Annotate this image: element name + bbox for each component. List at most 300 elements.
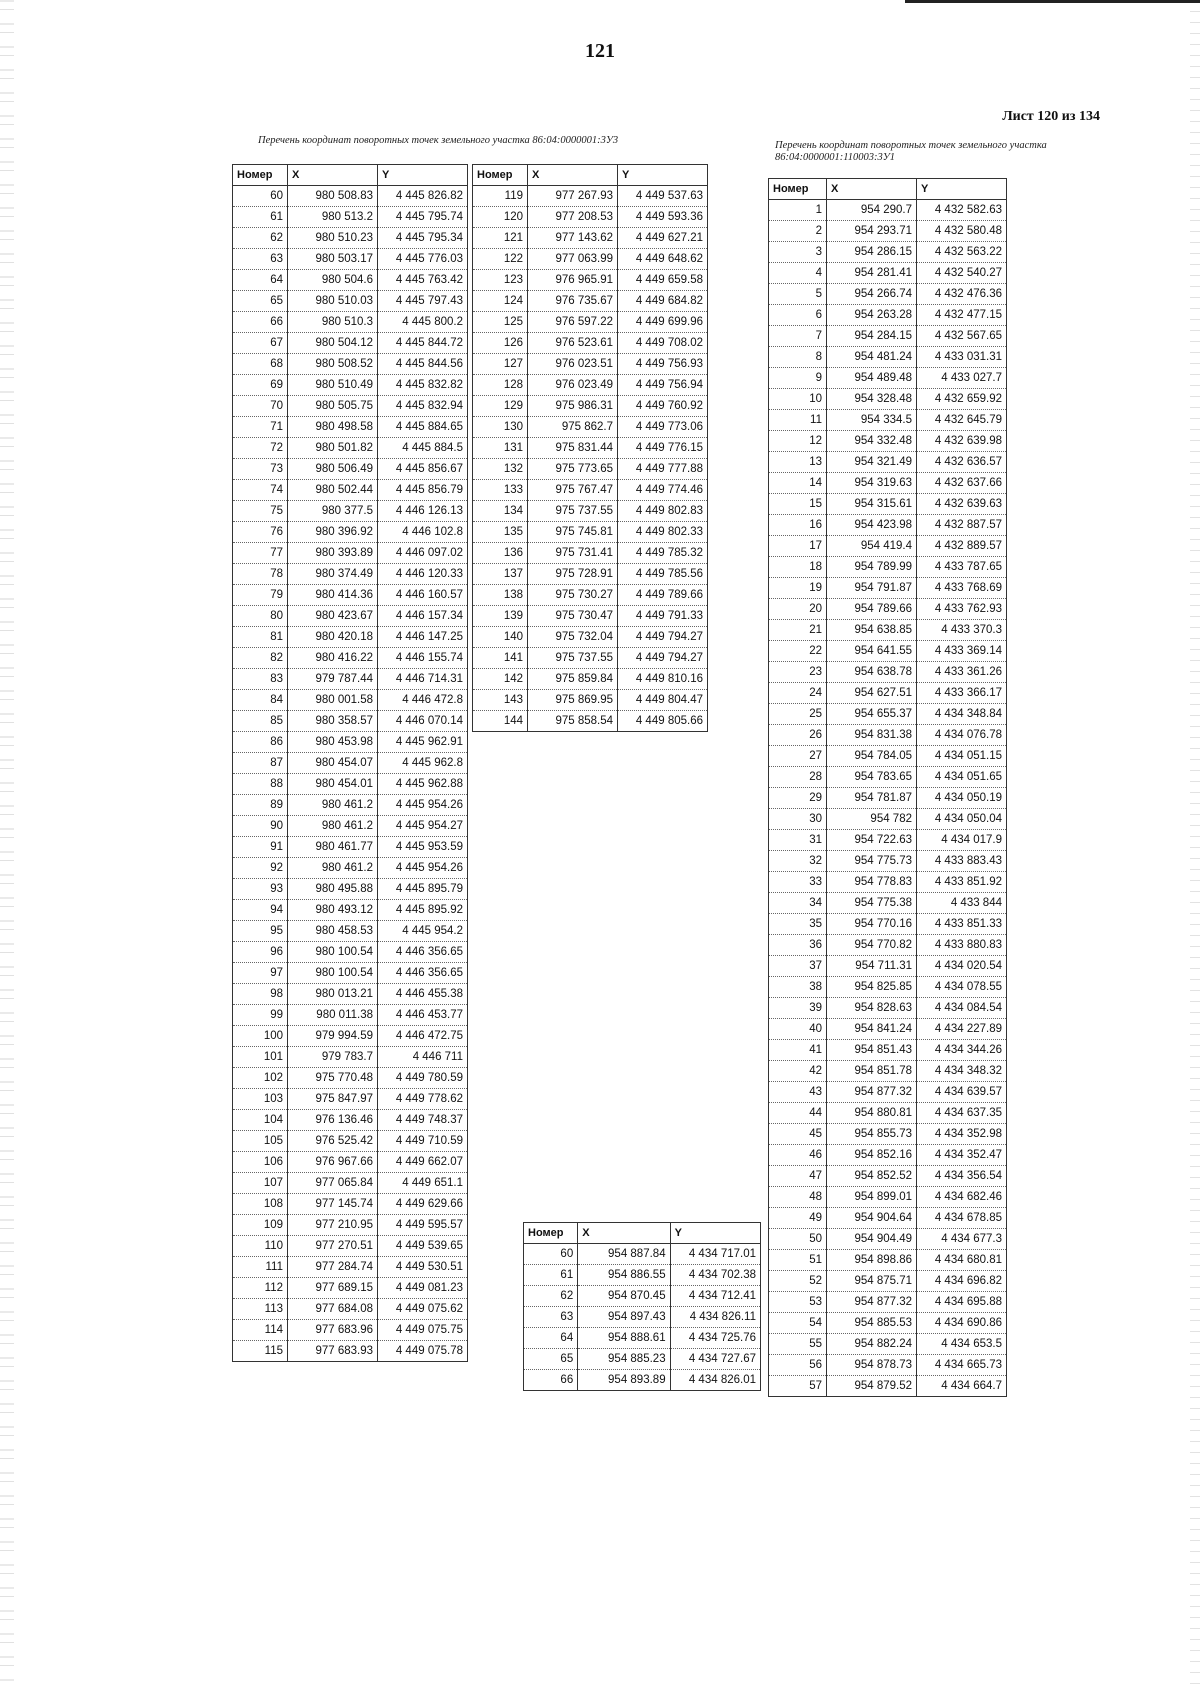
cell-x: 980 416.22 bbox=[288, 648, 378, 669]
cell-y: 4 446 714.31 bbox=[378, 669, 468, 690]
table-row bbox=[233, 333, 468, 354]
cell-num: 102 bbox=[233, 1068, 288, 1089]
table-header-row bbox=[233, 165, 468, 186]
cell-num: 107 bbox=[233, 1173, 288, 1194]
cell-y: 4 446 711 bbox=[378, 1047, 468, 1068]
cell-y: 4 432 639.98 bbox=[917, 431, 1007, 452]
cell-x: 954 885.23 bbox=[578, 1349, 670, 1370]
cell-x: 975 732.04 bbox=[528, 627, 618, 648]
cell-y: 4 449 794.27 bbox=[618, 648, 708, 669]
cell-y: 4 446 472.75 bbox=[378, 1026, 468, 1047]
table-row bbox=[233, 249, 468, 270]
table-row bbox=[769, 578, 1007, 599]
cell-y: 4 449 780.59 bbox=[378, 1068, 468, 1089]
cell-num: 133 bbox=[473, 480, 528, 501]
table-row bbox=[769, 1103, 1007, 1124]
table-row bbox=[473, 522, 708, 543]
cell-y: 4 449 777.88 bbox=[618, 459, 708, 480]
table-row bbox=[473, 312, 708, 333]
table-row bbox=[233, 396, 468, 417]
cell-x: 954 332.48 bbox=[827, 431, 917, 452]
table-row bbox=[769, 746, 1007, 767]
cell-x: 954 638.85 bbox=[827, 620, 917, 641]
cell-num: 87 bbox=[233, 753, 288, 774]
table-row bbox=[233, 1278, 468, 1299]
table-row bbox=[233, 417, 468, 438]
table-row bbox=[769, 893, 1007, 914]
cell-x: 954 784.05 bbox=[827, 746, 917, 767]
header-num: Номер bbox=[769, 179, 827, 200]
cell-x: 954 770.82 bbox=[827, 935, 917, 956]
table-row bbox=[524, 1307, 761, 1328]
table-row bbox=[473, 438, 708, 459]
cell-y: 4 449 810.16 bbox=[618, 669, 708, 690]
cell-y: 4 446 160.57 bbox=[378, 585, 468, 606]
table-row bbox=[233, 186, 468, 207]
cell-y: 4 449 648.62 bbox=[618, 249, 708, 270]
cell-num: 131 bbox=[473, 438, 528, 459]
cell-y: 4 449 802.83 bbox=[618, 501, 708, 522]
cell-y: 4 446 455.38 bbox=[378, 984, 468, 1005]
cell-x: 954 841.24 bbox=[827, 1019, 917, 1040]
table-row bbox=[769, 1376, 1007, 1397]
cell-num: 109 bbox=[233, 1215, 288, 1236]
table-row bbox=[233, 879, 468, 900]
cell-x: 954 328.48 bbox=[827, 389, 917, 410]
cell-x: 976 023.51 bbox=[528, 354, 618, 375]
page-number: 121 bbox=[585, 40, 615, 62]
cell-x: 954 851.43 bbox=[827, 1040, 917, 1061]
cell-x: 980 504.6 bbox=[288, 270, 378, 291]
header-x: X bbox=[288, 165, 378, 186]
table-row bbox=[769, 1229, 1007, 1250]
cell-num: 141 bbox=[473, 648, 528, 669]
table-row bbox=[473, 480, 708, 501]
table-row bbox=[233, 1110, 468, 1131]
cell-y: 4 433 369.14 bbox=[917, 641, 1007, 662]
cell-y: 4 449 662.07 bbox=[378, 1152, 468, 1173]
table-row bbox=[769, 1355, 1007, 1376]
header-num: Номер bbox=[524, 1223, 578, 1244]
cell-y: 4 434 717.01 bbox=[670, 1244, 760, 1265]
table-row bbox=[769, 1187, 1007, 1208]
sheet-label: Лист 120 из 134 bbox=[1002, 109, 1100, 124]
cell-num: 60 bbox=[233, 186, 288, 207]
cell-y: 4 449 629.66 bbox=[378, 1194, 468, 1215]
cell-x: 980 505.75 bbox=[288, 396, 378, 417]
cell-x: 977 145.74 bbox=[288, 1194, 378, 1215]
cell-x: 980 461.2 bbox=[288, 858, 378, 879]
table-row bbox=[233, 753, 468, 774]
cell-y: 4 433 768.69 bbox=[917, 578, 1007, 599]
cell-y: 4 445 884.65 bbox=[378, 417, 468, 438]
table-row bbox=[769, 620, 1007, 641]
cell-x: 975 770.48 bbox=[288, 1068, 378, 1089]
header-y: Y bbox=[917, 179, 1007, 200]
cell-x: 954 898.86 bbox=[827, 1250, 917, 1271]
cell-num: 63 bbox=[233, 249, 288, 270]
table-row bbox=[233, 921, 468, 942]
cell-x: 954 641.55 bbox=[827, 641, 917, 662]
cell-num: 9 bbox=[769, 368, 827, 389]
cell-num: 84 bbox=[233, 690, 288, 711]
cell-num: 83 bbox=[233, 669, 288, 690]
cell-y: 4 445 962.8 bbox=[378, 753, 468, 774]
table-row bbox=[769, 263, 1007, 284]
cell-y: 4 433 883.43 bbox=[917, 851, 1007, 872]
cell-y: 4 449 659.58 bbox=[618, 270, 708, 291]
table-row bbox=[473, 669, 708, 690]
table-header-row bbox=[473, 165, 708, 186]
cell-y: 4 449 708.02 bbox=[618, 333, 708, 354]
cell-x: 954 770.16 bbox=[827, 914, 917, 935]
cell-y: 4 434 050.04 bbox=[917, 809, 1007, 830]
cell-y: 4 433 361.26 bbox=[917, 662, 1007, 683]
table-row bbox=[233, 501, 468, 522]
cell-x: 954 293.71 bbox=[827, 221, 917, 242]
cell-y: 4 434 665.73 bbox=[917, 1355, 1007, 1376]
cell-y: 4 433 851.92 bbox=[917, 872, 1007, 893]
cell-y: 4 449 530.51 bbox=[378, 1257, 468, 1278]
cell-y: 4 446 102.8 bbox=[378, 522, 468, 543]
header-y: Y bbox=[618, 165, 708, 186]
cell-y: 4 433 031.31 bbox=[917, 347, 1007, 368]
header-y: Y bbox=[670, 1223, 760, 1244]
cell-y: 4 434 826.11 bbox=[670, 1307, 760, 1328]
cell-y: 4 434 725.76 bbox=[670, 1328, 760, 1349]
cell-y: 4 449 794.27 bbox=[618, 627, 708, 648]
cell-y: 4 445 954.27 bbox=[378, 816, 468, 837]
cell-x: 980 493.12 bbox=[288, 900, 378, 921]
cell-num: 88 bbox=[233, 774, 288, 795]
cell-x: 980 011.38 bbox=[288, 1005, 378, 1026]
table-row bbox=[233, 858, 468, 879]
cell-x: 954 783.65 bbox=[827, 767, 917, 788]
table-row bbox=[233, 1152, 468, 1173]
cell-num: 105 bbox=[233, 1131, 288, 1152]
cell-num: 103 bbox=[233, 1089, 288, 1110]
table-row bbox=[233, 438, 468, 459]
cell-num: 114 bbox=[233, 1320, 288, 1341]
cell-x: 980 396.92 bbox=[288, 522, 378, 543]
table-row bbox=[233, 1320, 468, 1341]
table-row bbox=[769, 809, 1007, 830]
cell-y: 4 432 887.57 bbox=[917, 515, 1007, 536]
cell-num: 5 bbox=[769, 284, 827, 305]
cell-num: 111 bbox=[233, 1257, 288, 1278]
table-row bbox=[769, 347, 1007, 368]
cell-x: 980 510.23 bbox=[288, 228, 378, 249]
cell-num: 68 bbox=[233, 354, 288, 375]
cell-y: 4 445 856.79 bbox=[378, 480, 468, 501]
cell-x: 980 510.03 bbox=[288, 291, 378, 312]
cell-x: 977 210.95 bbox=[288, 1215, 378, 1236]
cell-x: 954 831.38 bbox=[827, 725, 917, 746]
cell-x: 979 787.44 bbox=[288, 669, 378, 690]
header-x: X bbox=[578, 1223, 670, 1244]
cell-x: 954 627.51 bbox=[827, 683, 917, 704]
cell-num: 4 bbox=[769, 263, 827, 284]
table-row bbox=[769, 1082, 1007, 1103]
cell-num: 50 bbox=[769, 1229, 827, 1250]
cell-y: 4 446 120.33 bbox=[378, 564, 468, 585]
cell-num: 94 bbox=[233, 900, 288, 921]
cell-x: 954 284.15 bbox=[827, 326, 917, 347]
cell-x: 975 986.31 bbox=[528, 396, 618, 417]
cell-y: 4 445 953.59 bbox=[378, 837, 468, 858]
top-rule bbox=[905, 0, 1200, 3]
table-row bbox=[769, 830, 1007, 851]
cell-num: 20 bbox=[769, 599, 827, 620]
cell-y: 4 434 017.9 bbox=[917, 830, 1007, 851]
cell-num: 74 bbox=[233, 480, 288, 501]
coords-table-left-2 bbox=[472, 164, 708, 732]
table-row bbox=[473, 186, 708, 207]
header-num: Номер bbox=[233, 165, 288, 186]
table-row bbox=[233, 774, 468, 795]
cell-y: 4 434 076.78 bbox=[917, 725, 1007, 746]
cell-num: 65 bbox=[524, 1349, 578, 1370]
table-row bbox=[769, 641, 1007, 662]
table-row bbox=[473, 228, 708, 249]
cell-x: 975 767.47 bbox=[528, 480, 618, 501]
cell-x: 954 281.41 bbox=[827, 263, 917, 284]
table-row bbox=[233, 606, 468, 627]
cell-num: 80 bbox=[233, 606, 288, 627]
cell-x: 980 498.58 bbox=[288, 417, 378, 438]
cell-num: 3 bbox=[769, 242, 827, 263]
table-row bbox=[233, 1299, 468, 1320]
cell-y: 4 449 651.1 bbox=[378, 1173, 468, 1194]
cell-num: 2 bbox=[769, 221, 827, 242]
cell-y: 4 449 785.32 bbox=[618, 543, 708, 564]
cell-x: 954 893.89 bbox=[578, 1370, 670, 1391]
cell-x: 980 461.2 bbox=[288, 795, 378, 816]
cell-x: 954 334.5 bbox=[827, 410, 917, 431]
table-row bbox=[233, 669, 468, 690]
cell-num: 123 bbox=[473, 270, 528, 291]
table-row bbox=[473, 354, 708, 375]
cell-num: 64 bbox=[524, 1328, 578, 1349]
cell-y: 4 445 832.82 bbox=[378, 375, 468, 396]
cell-y: 4 445 844.72 bbox=[378, 333, 468, 354]
cell-num: 16 bbox=[769, 515, 827, 536]
table-row bbox=[769, 704, 1007, 725]
table-row bbox=[233, 942, 468, 963]
table-row bbox=[233, 1089, 468, 1110]
cell-num: 30 bbox=[769, 809, 827, 830]
cell-x: 975 731.41 bbox=[528, 543, 618, 564]
table-row bbox=[233, 1173, 468, 1194]
cell-num: 49 bbox=[769, 1208, 827, 1229]
cell-x: 954 423.98 bbox=[827, 515, 917, 536]
cell-y: 4 449 776.15 bbox=[618, 438, 708, 459]
cell-x: 980 423.67 bbox=[288, 606, 378, 627]
table-row bbox=[473, 207, 708, 228]
scan-edge-right bbox=[1190, 0, 1200, 1685]
table-row bbox=[473, 564, 708, 585]
cell-num: 66 bbox=[524, 1370, 578, 1391]
cell-y: 4 434 352.47 bbox=[917, 1145, 1007, 1166]
cell-x: 954 855.73 bbox=[827, 1124, 917, 1145]
cell-y: 4 445 954.2 bbox=[378, 921, 468, 942]
table-row bbox=[473, 648, 708, 669]
cell-x: 980 495.88 bbox=[288, 879, 378, 900]
cell-y: 4 434 682.46 bbox=[917, 1187, 1007, 1208]
cell-x: 954 897.43 bbox=[578, 1307, 670, 1328]
table-row bbox=[233, 627, 468, 648]
table-row bbox=[769, 221, 1007, 242]
cell-num: 93 bbox=[233, 879, 288, 900]
cell-x: 977 683.96 bbox=[288, 1320, 378, 1341]
cell-y: 4 432 889.57 bbox=[917, 536, 1007, 557]
cell-y: 4 434 826.01 bbox=[670, 1370, 760, 1391]
cell-y: 4 434 084.54 bbox=[917, 998, 1007, 1019]
cell-y: 4 449 075.62 bbox=[378, 1299, 468, 1320]
table-row bbox=[769, 557, 1007, 578]
table-row bbox=[769, 368, 1007, 389]
table-row bbox=[769, 1250, 1007, 1271]
cell-y: 4 449 756.93 bbox=[618, 354, 708, 375]
cell-y: 4 433 844 bbox=[917, 893, 1007, 914]
table-row bbox=[233, 207, 468, 228]
table-row bbox=[769, 431, 1007, 452]
cell-num: 53 bbox=[769, 1292, 827, 1313]
cell-x: 954 880.81 bbox=[827, 1103, 917, 1124]
cell-x: 975 737.55 bbox=[528, 648, 618, 669]
cell-x: 954 877.32 bbox=[827, 1292, 917, 1313]
table-row bbox=[473, 585, 708, 606]
cell-y: 4 434 051.15 bbox=[917, 746, 1007, 767]
cell-y: 4 433 366.17 bbox=[917, 683, 1007, 704]
cell-x: 954 315.61 bbox=[827, 494, 917, 515]
cell-num: 69 bbox=[233, 375, 288, 396]
cell-y: 4 449 791.33 bbox=[618, 606, 708, 627]
cell-y: 4 445 962.88 bbox=[378, 774, 468, 795]
cell-x: 954 782 bbox=[827, 809, 917, 830]
cell-y: 4 449 773.06 bbox=[618, 417, 708, 438]
table-row bbox=[769, 1166, 1007, 1187]
cell-y: 4 445 954.26 bbox=[378, 858, 468, 879]
cell-num: 62 bbox=[233, 228, 288, 249]
table-row bbox=[769, 473, 1007, 494]
cell-y: 4 446 097.02 bbox=[378, 543, 468, 564]
cell-num: 132 bbox=[473, 459, 528, 480]
table-row bbox=[769, 515, 1007, 536]
cell-y: 4 445 763.42 bbox=[378, 270, 468, 291]
cell-y: 4 446 356.65 bbox=[378, 963, 468, 984]
cell-num: 135 bbox=[473, 522, 528, 543]
cell-x: 954 878.73 bbox=[827, 1355, 917, 1376]
cell-x: 954 419.4 bbox=[827, 536, 917, 557]
cell-x: 975 831.44 bbox=[528, 438, 618, 459]
cell-y: 4 449 802.33 bbox=[618, 522, 708, 543]
cell-y: 4 434 352.98 bbox=[917, 1124, 1007, 1145]
cell-x: 976 967.66 bbox=[288, 1152, 378, 1173]
table-row bbox=[769, 1208, 1007, 1229]
cell-y: 4 449 539.65 bbox=[378, 1236, 468, 1257]
cell-num: 81 bbox=[233, 627, 288, 648]
cell-num: 138 bbox=[473, 585, 528, 606]
cell-x: 954 791.87 bbox=[827, 578, 917, 599]
table-row bbox=[769, 1271, 1007, 1292]
cell-num: 76 bbox=[233, 522, 288, 543]
cell-num: 86 bbox=[233, 732, 288, 753]
cell-y: 4 432 476.36 bbox=[917, 284, 1007, 305]
cell-num: 122 bbox=[473, 249, 528, 270]
cell-y: 4 445 795.74 bbox=[378, 207, 468, 228]
cell-x: 975 858.54 bbox=[528, 711, 618, 732]
cell-num: 61 bbox=[233, 207, 288, 228]
cell-y: 4 449 804.47 bbox=[618, 690, 708, 711]
cell-num: 40 bbox=[769, 1019, 827, 1040]
cell-num: 78 bbox=[233, 564, 288, 585]
cell-num: 60 bbox=[524, 1244, 578, 1265]
cell-num: 143 bbox=[473, 690, 528, 711]
cell-y: 4 433 762.93 bbox=[917, 599, 1007, 620]
cell-num: 73 bbox=[233, 459, 288, 480]
cell-y: 4 446 155.74 bbox=[378, 648, 468, 669]
cell-y: 4 449 595.57 bbox=[378, 1215, 468, 1236]
cell-num: 134 bbox=[473, 501, 528, 522]
cell-y: 4 446 126.13 bbox=[378, 501, 468, 522]
cell-y: 4 446 472.8 bbox=[378, 690, 468, 711]
cell-num: 51 bbox=[769, 1250, 827, 1271]
table-row bbox=[769, 1334, 1007, 1355]
header-x: X bbox=[528, 165, 618, 186]
cell-y: 4 432 636.57 bbox=[917, 452, 1007, 473]
cell-y: 4 432 567.65 bbox=[917, 326, 1007, 347]
table-row bbox=[769, 725, 1007, 746]
table-row bbox=[769, 956, 1007, 977]
table-row bbox=[769, 683, 1007, 704]
cell-y: 4 445 832.94 bbox=[378, 396, 468, 417]
cell-y: 4 445 800.2 bbox=[378, 312, 468, 333]
cell-x: 954 722.63 bbox=[827, 830, 917, 851]
cell-num: 106 bbox=[233, 1152, 288, 1173]
cell-x: 980 420.18 bbox=[288, 627, 378, 648]
cell-num: 11 bbox=[769, 410, 827, 431]
cell-x: 954 875.71 bbox=[827, 1271, 917, 1292]
cell-num: 8 bbox=[769, 347, 827, 368]
header-x: X bbox=[827, 179, 917, 200]
cell-num: 26 bbox=[769, 725, 827, 746]
cell-x: 954 887.84 bbox=[578, 1244, 670, 1265]
cell-num: 36 bbox=[769, 935, 827, 956]
cell-y: 4 445 895.92 bbox=[378, 900, 468, 921]
cell-x: 980 506.49 bbox=[288, 459, 378, 480]
cell-x: 954 638.78 bbox=[827, 662, 917, 683]
table-row bbox=[473, 501, 708, 522]
cell-num: 33 bbox=[769, 872, 827, 893]
cell-x: 954 852.52 bbox=[827, 1166, 917, 1187]
cell-x: 954 290.7 bbox=[827, 200, 917, 221]
table-row bbox=[473, 690, 708, 711]
cell-x: 980 458.53 bbox=[288, 921, 378, 942]
cell-y: 4 434 356.54 bbox=[917, 1166, 1007, 1187]
table-row bbox=[769, 977, 1007, 998]
cell-x: 954 885.53 bbox=[827, 1313, 917, 1334]
table-row bbox=[769, 1040, 1007, 1061]
cell-y: 4 432 540.27 bbox=[917, 263, 1007, 284]
cell-y: 4 449 593.36 bbox=[618, 207, 708, 228]
table-row bbox=[473, 396, 708, 417]
cell-num: 12 bbox=[769, 431, 827, 452]
cell-y: 4 445 856.67 bbox=[378, 459, 468, 480]
cell-x: 980 377.5 bbox=[288, 501, 378, 522]
header-num: Номер bbox=[473, 165, 528, 186]
cell-y: 4 432 580.48 bbox=[917, 221, 1007, 242]
